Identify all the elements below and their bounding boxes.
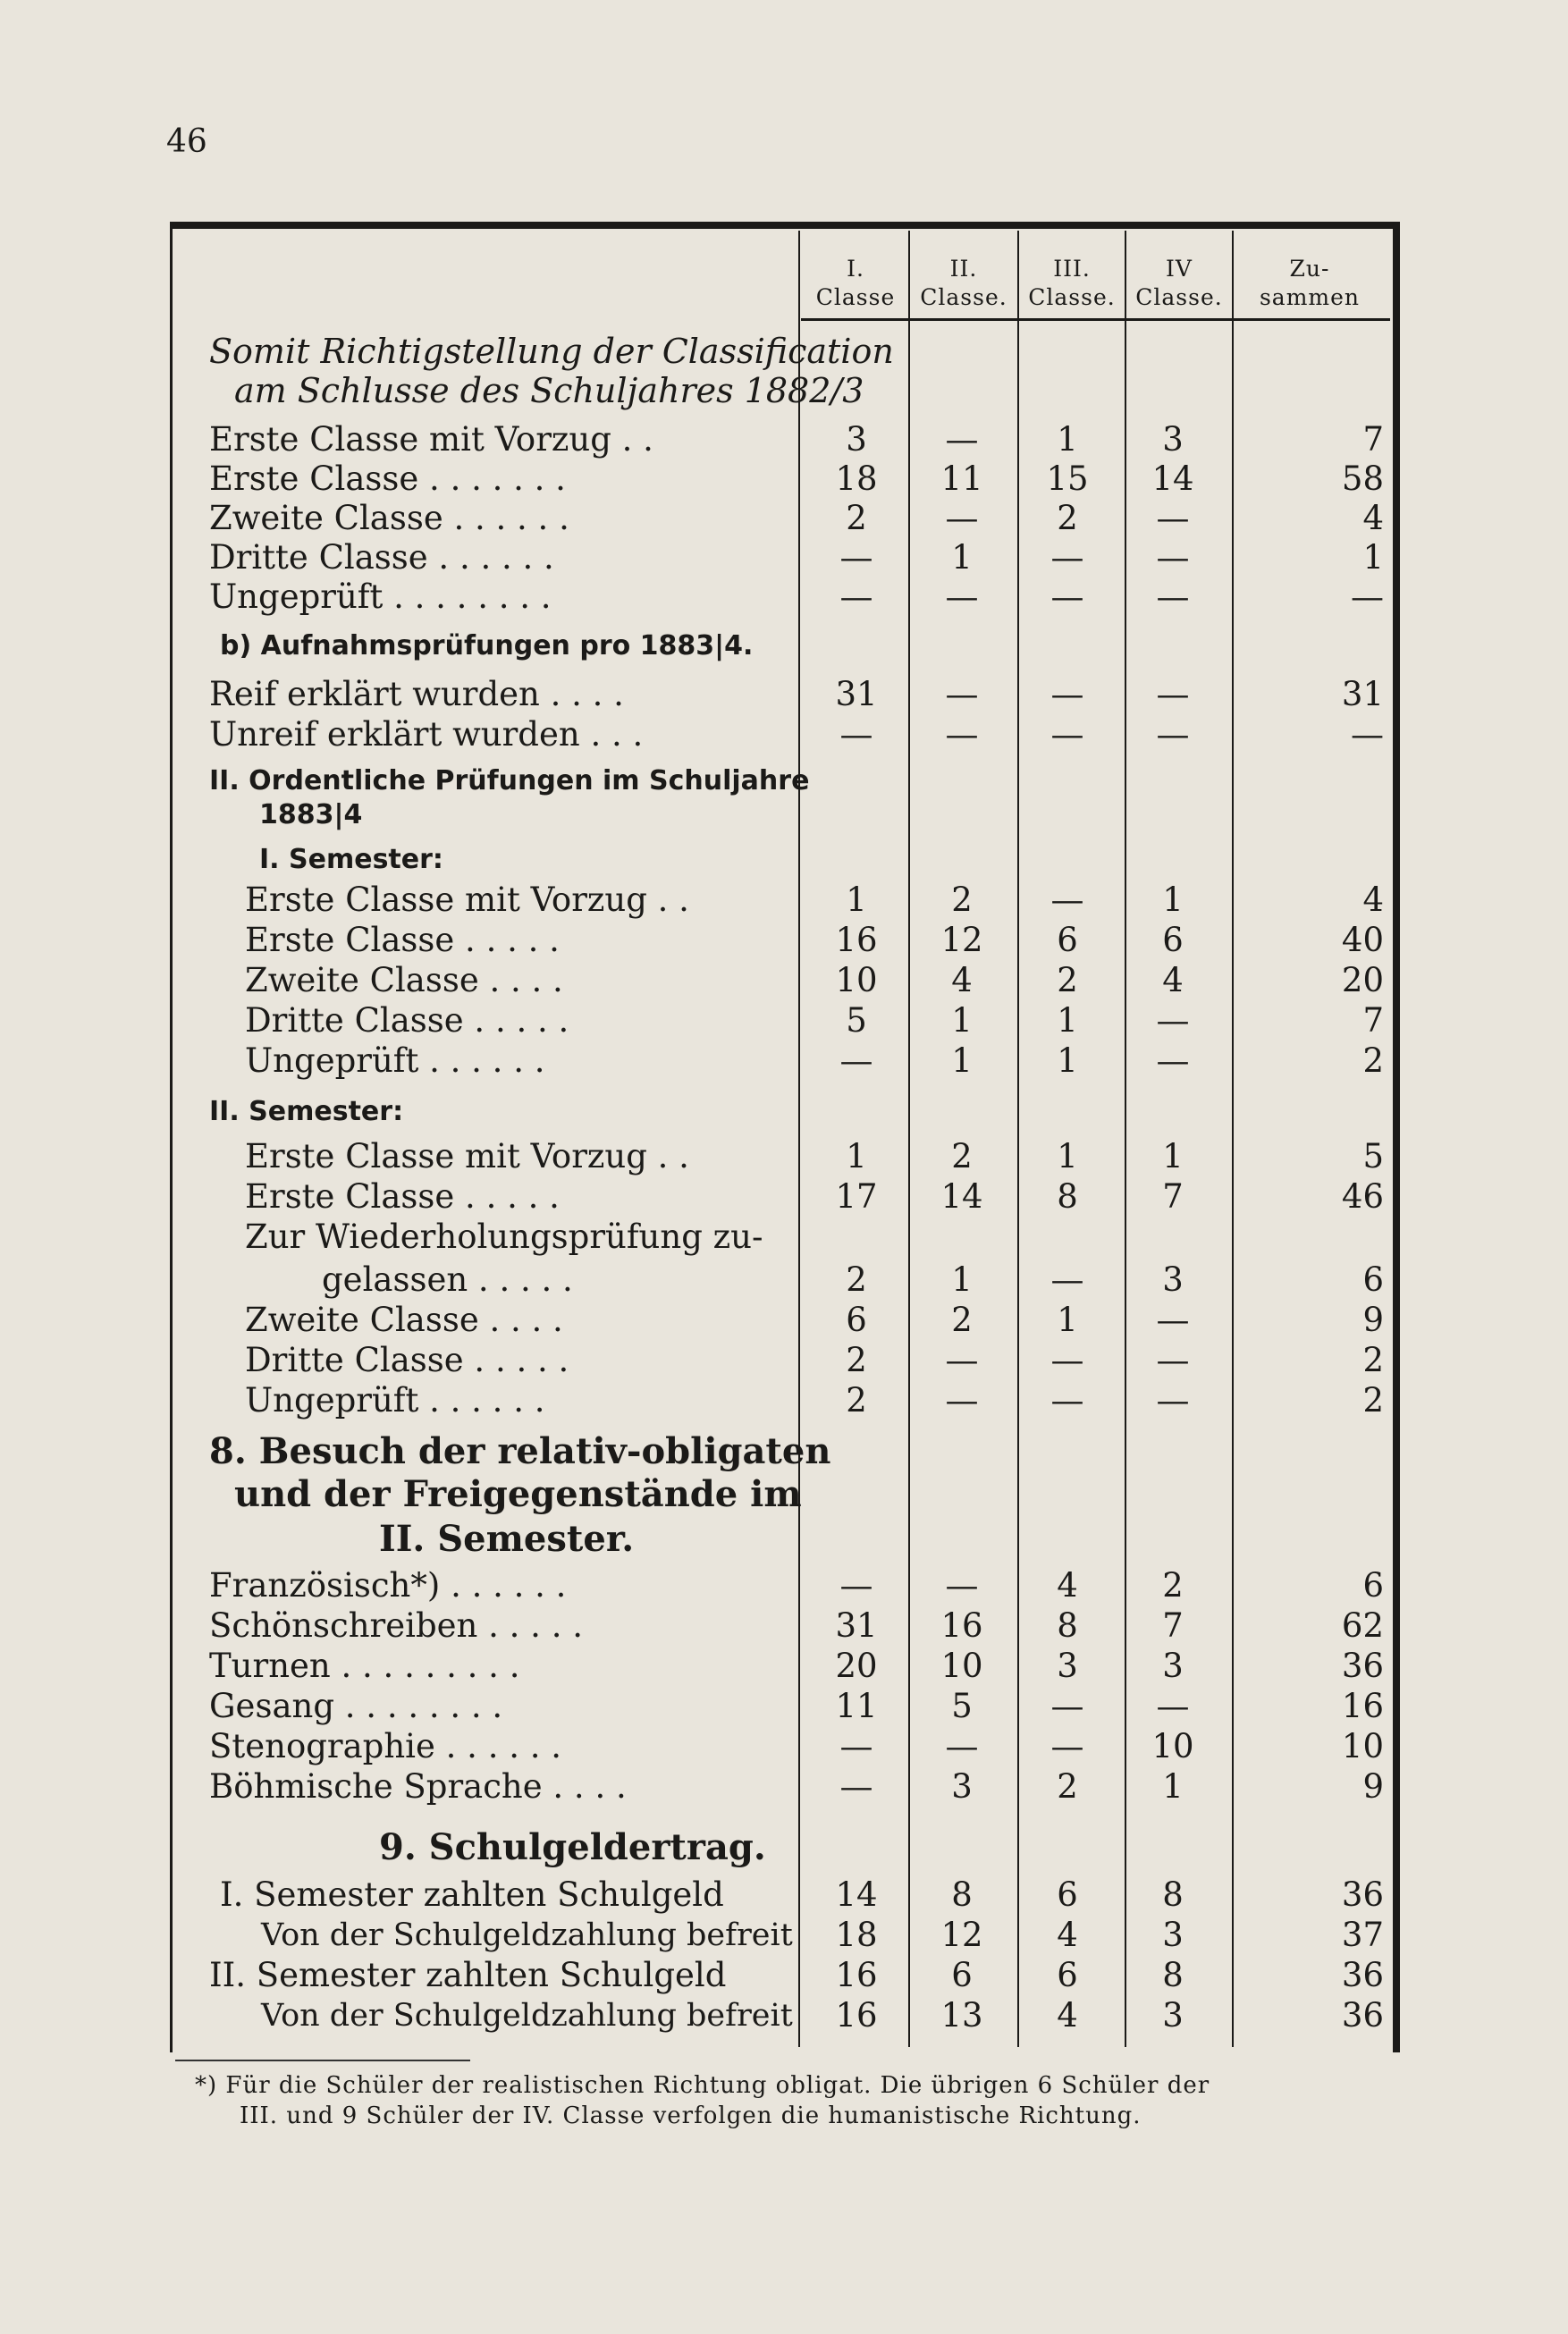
row-label: Ungeprüft . . . . . .	[245, 1041, 545, 1080]
cell-value: —	[1050, 675, 1084, 713]
table-row	[0, 1727, 1568, 1766]
row-label: Stenographie . . . . . .	[209, 1727, 562, 1765]
cell-value: 3	[1162, 1647, 1184, 1685]
row-label: Dritte Classe . . . . .	[245, 1001, 569, 1040]
cell-value: —	[1050, 1260, 1084, 1299]
column-header-line2: Classe	[815, 284, 896, 310]
header-rule	[801, 318, 1390, 321]
cell-value: 16	[835, 1996, 878, 2035]
cell-value: 14	[940, 1177, 983, 1216]
table-row	[0, 1647, 1568, 1686]
table-row	[0, 1520, 1568, 1559]
cell-value: 1	[951, 1001, 973, 1040]
table-row	[0, 1218, 1568, 1257]
cell-value: 3	[951, 1767, 973, 1806]
table-row	[0, 1177, 1568, 1217]
cell-value: —	[1050, 538, 1084, 577]
row-label: Erste Classe . . . . . . .	[209, 459, 566, 498]
cell-value: 7	[1362, 420, 1384, 459]
cell-value: —	[1156, 1301, 1190, 1339]
cell-value: 6	[1057, 921, 1078, 959]
cell-value: —	[1156, 1001, 1190, 1040]
cell-value: 5	[846, 1001, 867, 1040]
cell-value: 12	[940, 1916, 983, 1954]
cell-value: 1	[951, 538, 973, 577]
table-row	[0, 1137, 1568, 1176]
cell-value: 6	[1362, 1566, 1384, 1605]
cell-value: 1	[1362, 538, 1384, 577]
footnote	[195, 2070, 1393, 2131]
cell-value: —	[945, 675, 979, 713]
section-heading: II. Semester.	[379, 1518, 635, 1560]
row-label: Zweite Classe . . . .	[245, 961, 563, 999]
cell-value: 2	[846, 1341, 867, 1379]
table-row	[0, 1606, 1568, 1646]
cell-value: 31	[835, 675, 878, 713]
cell-value: 8	[1057, 1606, 1078, 1645]
cell-value: 2	[1057, 499, 1078, 537]
cell-value: 10	[835, 961, 878, 999]
cell-value: 36	[1341, 1647, 1384, 1685]
cell-value: 6	[1057, 1956, 1078, 1994]
cell-value: 5	[951, 1687, 973, 1725]
cell-value: —	[1050, 1341, 1084, 1379]
cell-value: 1	[1057, 1301, 1078, 1339]
cell-value: 1	[1162, 881, 1184, 919]
cell-value: 4	[1057, 1916, 1078, 1954]
cell-value: —	[945, 499, 979, 537]
cell-value: 2	[951, 881, 973, 919]
cell-value: —	[839, 715, 873, 754]
cell-value: 14	[835, 1875, 878, 1914]
cell-value: 16	[835, 921, 878, 959]
section-heading: 1883|4	[259, 799, 363, 830]
cell-value: 5	[1362, 1137, 1384, 1175]
cell-value: 6	[951, 1956, 973, 1994]
table-row	[0, 577, 1568, 617]
cell-value: 7	[1162, 1606, 1184, 1645]
column-header	[1234, 255, 1386, 312]
cell-value: 12	[940, 921, 983, 959]
cell-value: 36	[1341, 1875, 1384, 1914]
cell-value: 4	[1057, 1566, 1078, 1605]
cell-value: 36	[1341, 1996, 1384, 2035]
cell-value: 16	[940, 1606, 983, 1645]
cell-value: 2	[846, 1260, 867, 1299]
cell-value: —	[1156, 1041, 1190, 1080]
column-header-line2: Classe.	[920, 284, 1007, 310]
cell-value: 17	[835, 1177, 878, 1216]
cell-value: 62	[1341, 1606, 1384, 1645]
cell-value: 3	[1162, 420, 1184, 459]
table-row	[0, 1341, 1568, 1380]
cell-value: 37	[1341, 1916, 1384, 1954]
section-heading: II. Ordentliche Prüfungen im Schuljahre	[209, 765, 810, 796]
row-label: Erste Classe . . . . .	[245, 921, 560, 959]
cell-value: 6	[1162, 921, 1184, 959]
cell-value: 1	[846, 881, 867, 919]
cell-value: 8	[1162, 1956, 1184, 1994]
row-label: Somit Richtigstellung der Classification	[209, 332, 894, 371]
cell-value: —	[1156, 499, 1190, 537]
table-row	[0, 1828, 1568, 1867]
row-label: Böhmische Sprache . . . .	[209, 1767, 627, 1806]
row-label: Zweite Classe . . . . . .	[209, 499, 569, 537]
row-label: Ungeprüft . . . . . .	[245, 1381, 545, 1420]
cell-value: 2	[1362, 1041, 1384, 1080]
column-header-line2: Classe.	[1028, 284, 1116, 310]
cell-value: 1	[1057, 420, 1078, 459]
row-label: Dritte Classe . . . . . .	[209, 538, 554, 577]
table-row	[0, 715, 1568, 754]
table-row	[0, 1301, 1568, 1340]
cell-value: 16	[1341, 1687, 1384, 1725]
cell-value: —	[945, 1381, 979, 1420]
cell-value: 2	[1057, 961, 1078, 999]
cell-value: 6	[1362, 1260, 1384, 1299]
row-label: Gesang . . . . . . . .	[209, 1687, 503, 1725]
table-row	[0, 881, 1568, 920]
table-row	[0, 840, 1568, 880]
cell-value: 9	[1362, 1767, 1384, 1806]
cell-value: 2	[1162, 1566, 1184, 1605]
cell-value: 1	[951, 1260, 973, 1299]
cell-value: 4	[1162, 961, 1184, 999]
cell-value: 10	[940, 1647, 983, 1685]
cell-value: 1	[1162, 1137, 1184, 1175]
table-row	[0, 1687, 1568, 1726]
cell-value: —	[1050, 1687, 1084, 1725]
table-row	[0, 1916, 1568, 1955]
column-header	[803, 255, 908, 312]
cell-value: 4	[1362, 881, 1384, 919]
cell-value: 3	[1162, 1916, 1184, 1954]
cell-value: —	[1050, 1727, 1084, 1765]
cell-value: 9	[1362, 1301, 1384, 1339]
cell-value: 2	[951, 1137, 973, 1175]
table-row	[0, 1566, 1568, 1605]
table-row	[0, 1381, 1568, 1420]
cell-value: 3	[1162, 1996, 1184, 2035]
cell-value: 1	[1162, 1767, 1184, 1806]
table-row	[0, 1996, 1568, 2035]
column-header-line2: sammen	[1259, 284, 1361, 310]
table-row	[0, 1432, 1568, 1471]
row-label: Erste Classe mit Vorzug . .	[245, 1137, 689, 1175]
cell-value: —	[839, 1767, 873, 1806]
cell-value: —	[1351, 577, 1384, 616]
cell-value: 15	[1046, 459, 1089, 498]
row-label: Erste Classe mit Vorzug . .	[209, 420, 653, 459]
section-heading: b) Aufnahmsprüfungen pro 1883|4.	[220, 630, 754, 661]
cell-value: 18	[835, 1916, 878, 1954]
row-label: Schönschreiben . . . . .	[209, 1606, 583, 1645]
cell-value: 58	[1341, 459, 1384, 498]
table-row	[0, 1956, 1568, 1995]
table-row	[0, 499, 1568, 538]
row-label: Dritte Classe . . . . .	[245, 1341, 569, 1379]
column-header-line2: Classe.	[1135, 284, 1223, 310]
cell-value: —	[945, 1566, 979, 1605]
cell-value: 2	[846, 1381, 867, 1420]
cell-value: 1	[1057, 1041, 1078, 1080]
row-label: Unreif erklärt wurden . . .	[209, 715, 644, 754]
section-heading: 9. Schulgeldertrag.	[379, 1826, 766, 1868]
column-header-line1: I.	[847, 256, 864, 282]
table-row	[0, 459, 1568, 499]
cell-value: 2	[1362, 1381, 1384, 1420]
footnote-line: *) Für die Schüler der realistischen Richtung obligat. Die übrigen 6 Schüler der	[195, 2072, 1210, 2099]
cell-value: 1	[1057, 1137, 1078, 1175]
cell-value: 6	[1057, 1875, 1078, 1914]
cell-value: 4	[1057, 1996, 1078, 2035]
cell-value: 8	[1162, 1875, 1184, 1914]
cell-value: —	[945, 1727, 979, 1765]
cell-value: 40	[1341, 921, 1384, 959]
cell-value: 8	[951, 1875, 973, 1914]
cell-value: —	[1050, 715, 1084, 754]
row-label: gelassen . . . . .	[322, 1260, 573, 1299]
table-row	[0, 1001, 1568, 1041]
cell-value: —	[1351, 715, 1384, 754]
cell-value: —	[1156, 577, 1190, 616]
cell-value: 4	[951, 961, 973, 999]
cell-value: —	[945, 420, 979, 459]
table-row	[0, 1260, 1568, 1300]
table-row	[0, 420, 1568, 459]
cell-value: 11	[940, 459, 983, 498]
cell-value: 1	[846, 1137, 867, 1175]
cell-value: 1	[1057, 1001, 1078, 1040]
table-row	[0, 1041, 1568, 1081]
cell-value: 2	[846, 499, 867, 537]
section-heading: und der Freigegenstände im	[234, 1473, 802, 1515]
cell-value: 2	[1057, 1767, 1078, 1806]
section-heading: II. Semester:	[209, 1096, 404, 1127]
cell-value: 6	[846, 1301, 867, 1339]
footnote-rule	[175, 2060, 470, 2061]
table-row	[0, 796, 1568, 835]
row-label: Ungeprüft . . . . . . . .	[209, 577, 552, 616]
table-row	[0, 675, 1568, 714]
cell-value: —	[1156, 1341, 1190, 1379]
cell-value: 31	[1341, 675, 1384, 713]
cell-value: —	[1156, 1687, 1190, 1725]
cell-value: —	[839, 1727, 873, 1765]
table-row	[0, 1475, 1568, 1514]
cell-value: —	[1156, 675, 1190, 713]
footnote-line: III. und 9 Schüler der IV. Classe verfolgen die humanistische Richtung.	[240, 2102, 1142, 2129]
cell-value: —	[945, 1341, 979, 1379]
cell-value: —	[839, 1566, 873, 1605]
table-row	[0, 538, 1568, 577]
cell-value: 11	[835, 1687, 878, 1725]
cell-value: —	[839, 538, 873, 577]
table-row	[0, 1875, 1568, 1915]
cell-value: —	[1050, 1381, 1084, 1420]
cell-value: 36	[1341, 1956, 1384, 1994]
cell-value: 2	[1362, 1341, 1384, 1379]
row-label: Von der Schulgeldzahlung befreit	[261, 1917, 793, 1953]
column-header-line1: II.	[949, 256, 978, 282]
cell-value: —	[1050, 577, 1084, 616]
row-label: II. Semester zahlten Schulgeld	[209, 1956, 727, 1994]
cell-value: 10	[1341, 1727, 1384, 1765]
table-row	[0, 1092, 1568, 1132]
cell-value: —	[1156, 715, 1190, 754]
table-row	[0, 332, 1568, 371]
row-label: Zweite Classe . . . .	[245, 1301, 563, 1339]
table-row	[0, 371, 1568, 410]
table-row	[0, 627, 1568, 666]
cell-value: 46	[1341, 1177, 1384, 1216]
cell-value: —	[1156, 538, 1190, 577]
cell-value: 1	[951, 1041, 973, 1080]
cell-value: 10	[1151, 1727, 1194, 1765]
row-label: Turnen . . . . . . . . .	[209, 1647, 520, 1685]
column-header-line1: IV	[1166, 256, 1193, 282]
column-header	[1126, 255, 1232, 312]
cell-value: —	[839, 1041, 873, 1080]
cell-value: —	[1156, 1381, 1190, 1420]
cell-value: 20	[1341, 961, 1384, 999]
cell-value: 7	[1162, 1177, 1184, 1216]
cell-value: 20	[835, 1647, 878, 1685]
row-label: Zur Wiederholungsprüfung zu-	[245, 1218, 763, 1256]
cell-value: —	[945, 577, 979, 616]
cell-value: 7	[1362, 1001, 1384, 1040]
cell-value: 31	[835, 1606, 878, 1645]
column-header-line1: Zu-	[1289, 256, 1330, 282]
cell-value: 18	[835, 459, 878, 498]
page-number: 46	[166, 123, 207, 160]
row-label: am Schlusse des Schuljahres 1882/3	[234, 371, 864, 410]
cell-value: —	[945, 715, 979, 754]
table-row	[0, 961, 1568, 1000]
table-row	[0, 1767, 1568, 1807]
section-heading: I. Semester:	[259, 844, 443, 875]
cell-value: 3	[1057, 1647, 1078, 1685]
cell-value: 8	[1057, 1177, 1078, 1216]
cell-value: 3	[1162, 1260, 1184, 1299]
cell-value: 2	[951, 1301, 973, 1339]
cell-value: 16	[835, 1956, 878, 1994]
column-header	[910, 255, 1017, 312]
cell-value: 4	[1362, 499, 1384, 537]
row-label: Reif erklärt wurden . . . .	[209, 675, 624, 713]
row-label: I. Semester zahlten Schulgeld	[220, 1875, 724, 1914]
column-header-line1: III.	[1053, 256, 1091, 282]
column-header	[1019, 255, 1125, 312]
cell-value: 14	[1151, 459, 1194, 498]
row-label: Erste Classe mit Vorzug . .	[245, 881, 689, 919]
cell-value: 13	[940, 1996, 983, 2035]
cell-value: —	[839, 577, 873, 616]
table-row	[0, 921, 1568, 960]
section-heading: 8. Besuch der relativ-obligaten	[209, 1430, 831, 1472]
cell-value: —	[1050, 881, 1084, 919]
cell-value: 3	[846, 420, 867, 459]
row-label: Von der Schulgeldzahlung befreit	[261, 1998, 793, 2034]
row-label: Erste Classe . . . . .	[245, 1177, 560, 1216]
row-label: Französisch*) . . . . . .	[209, 1566, 567, 1605]
